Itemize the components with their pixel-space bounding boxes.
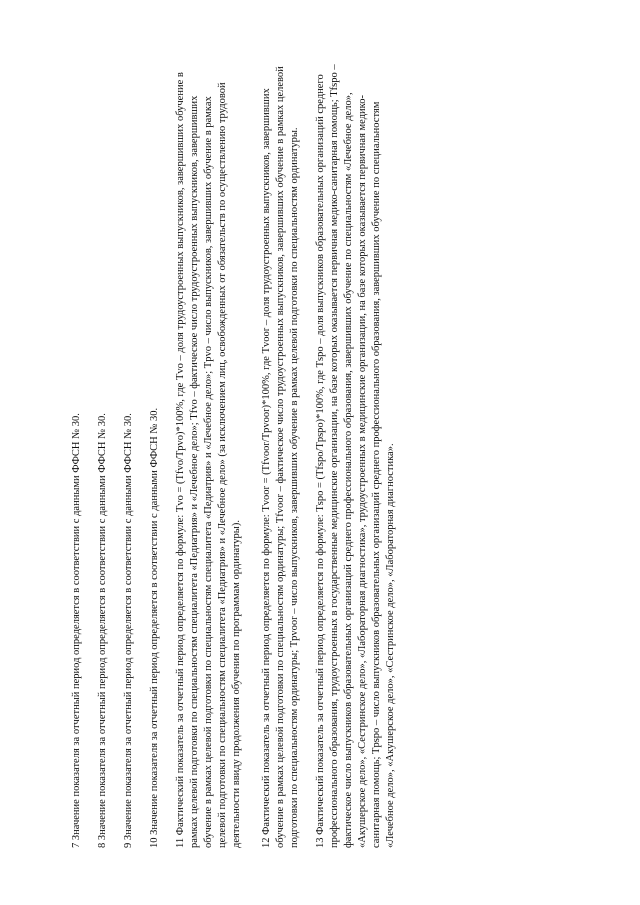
footnote-10: 10 Значение показателя за отчетный период определяется в соответствии с данными ФФСН № 30. [149,407,160,848]
footnote-12: 12 Фактический показатель за отчетный период определяется по формуле: Тvoor = (Tfvoor/Tpvoor)*100%, где Тvoor – доля трудоустроенных выпускников, завершивших обучение в рамках целевой подготовки по специальностям ординатуры; Tfvoor – фактическое число трудоустроенных выпускников, завершивших обучение в рамках целевой подготовки по специальностям ординатуры; Tpvoor – число выпускников, завершивших обучение в рамках целевой подготовки по специальностям ординатуры. [261,66,300,848]
footnote-7: 7 Значение показателя за отчетный период определяется в соответствии с данными ФФСН № 30. [71,413,82,848]
footnote-13: 13 Фактический показатель за отчетный период определяется по формуле: Тspo = (Tfspo/Tpspo)*100%, где Тspo – доля выпускников образовательных организаций среднего профессионального образования, трудоустроенных в государственные медицинские организации, на базе которых оказывается первичная медико-санитарная помощь; Tfspo – фактическое число выпускников образовательных организаций среднего профессионального образования, завершивших обучение по специальностям «Лечебное дело», «Акушерское дело», «Сестринское дело», «Лабораторная диагностика», трудоустроенных в медицинские организации, на базе которых оказывается первичная медико-санитарная помощь; Tpspo – число выпускников образовательных организаций среднего профессионального образования, завершивших обучение по специальностям «Лечебное дело», «Акушерское дело», «Сестринское дело», «Лабораторная диагностика». [315,64,396,848]
footnote-8: 8 Значение показателя за отчетный период определяется в соответствии с данными ФФСН № 30. [97,413,108,848]
footnote-11: 11 Фактический показатель за отчетный период определяется по формуле: Тvo = (Tfvo/Tpvo)*100%, где Тvo – доля трудоустроенных выпускников, завершивших обучение в рамках целевой подготовки по специальностям специалитета «Педиатрия» и «Лечебное дело»; Tfvo – фактическое число трудоустроенных выпускников, завершивших обучение в рамках целевой подготовки по специальностям специалитета «Педиатрия» и «Лечебное дело»; Tpvo – число выпускников, завершивших обучение в рамках целевой подготовки по специальностям специалитета «Педиатрия» и «Лечебное дело» (за исключением лиц, освобожденных от обязательств по осуществлению трудовой деятельности ввиду продолжения обучения по программам ординатуры). [175,72,242,848]
footnote-9: 9 Значение показателя за отчетный период определяется в соответствии с данными ФФСН № 30. [123,413,134,848]
rotated-text-block [70,58,398,848]
